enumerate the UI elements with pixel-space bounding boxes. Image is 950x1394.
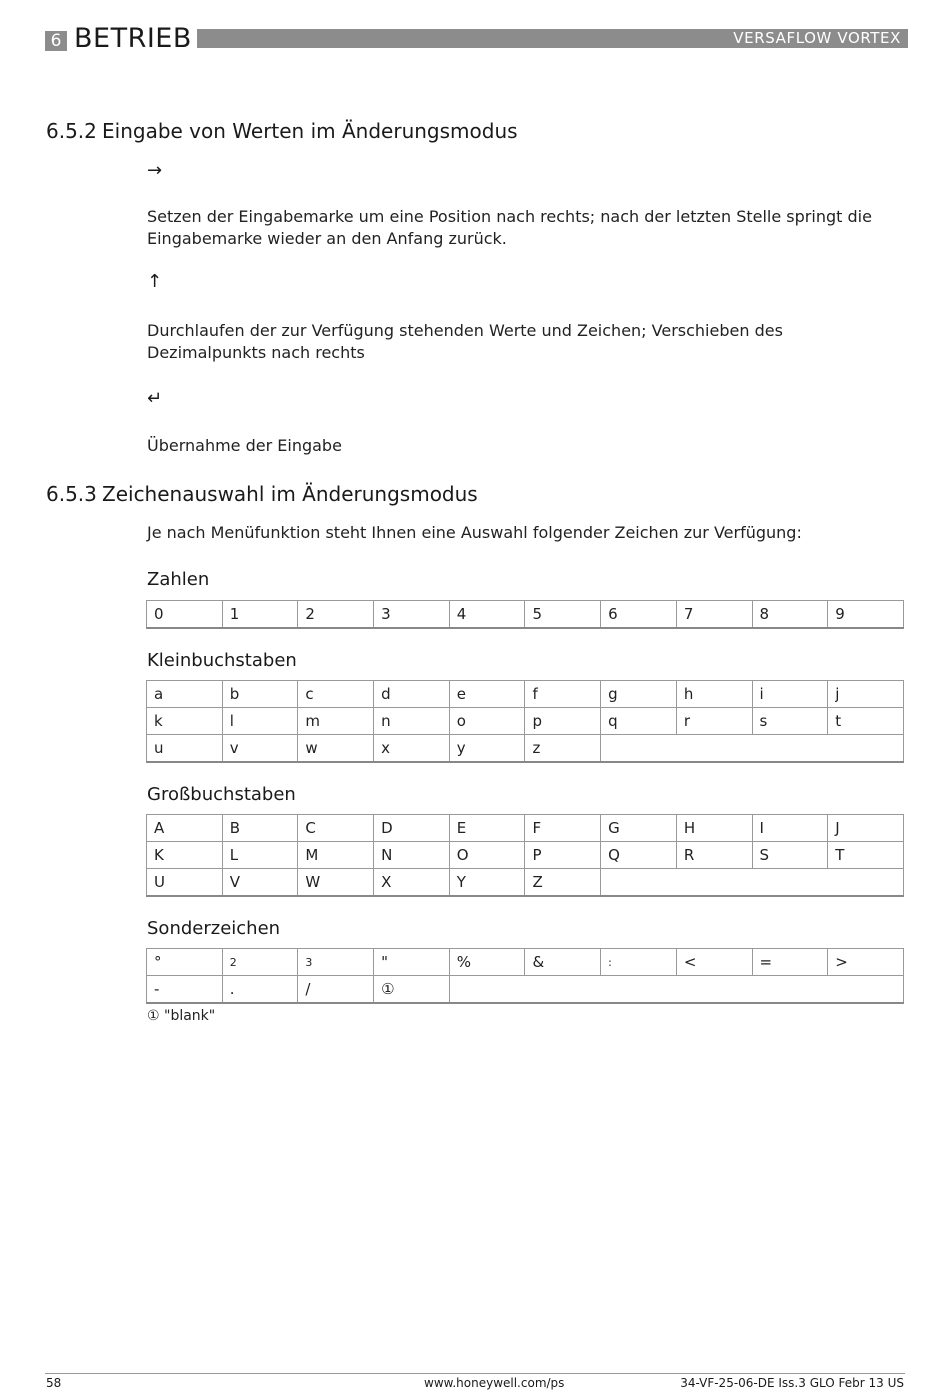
up-arrow-icon: ↑ <box>147 271 163 292</box>
char-cell: N <box>374 842 450 869</box>
char-cell: M <box>298 842 374 869</box>
char-cell: j <box>828 681 904 708</box>
char-cell: z <box>525 735 601 763</box>
char-cell: h <box>676 681 752 708</box>
table-row <box>147 735 904 763</box>
char-cell: D <box>374 815 450 842</box>
char-cell: 2 <box>222 949 298 976</box>
char-cell: A <box>147 815 223 842</box>
char-cell: E <box>449 815 525 842</box>
empty-cell <box>601 869 904 897</box>
char-cell: r <box>676 708 752 735</box>
char-cell: / <box>298 976 374 1004</box>
char-cell: o <box>449 708 525 735</box>
char-cell: 6 <box>601 601 677 629</box>
chapter-number-badge: 6 <box>45 31 67 51</box>
char-cell: X <box>374 869 450 897</box>
char-cell: f <box>525 681 601 708</box>
table-row <box>147 681 904 708</box>
char-cell: k <box>147 708 223 735</box>
section-heading-652 <box>46 118 518 144</box>
table-row <box>147 815 904 842</box>
char-cell: m <box>298 708 374 735</box>
char-cell: B <box>222 815 298 842</box>
enter-icon: ↵ <box>147 388 163 409</box>
char-cell: 0 <box>147 601 223 629</box>
right-arrow-description: Setzen der Eingabemarke um eine Position nach rechts; nach der letzten Stelle springt die Eingabemarke wieder an den Anfang zurück. <box>147 207 872 248</box>
group-title-kleinbuchstaben: Kleinbuchstaben <box>147 650 297 671</box>
footer-url: www.honeywell.com/ps <box>424 1376 565 1390</box>
char-cell: 3 <box>374 601 450 629</box>
char-cell: - <box>147 976 223 1004</box>
table-kleinbuchstaben <box>146 680 904 763</box>
char-cell: a <box>147 681 223 708</box>
chapter-title: BETRIEB <box>74 23 192 54</box>
char-cell: > <box>828 949 904 976</box>
group-title-zahlen: Zahlen <box>147 569 210 590</box>
char-cell: u <box>147 735 223 763</box>
up-arrow-description: Durchlaufen der zur Verfügung stehenden Werte und Zeichen; Verschieben des Dezimalpunkts nach rechts <box>147 321 783 362</box>
char-cell: O <box>449 842 525 869</box>
char-cell: J <box>828 815 904 842</box>
char-cell: y <box>449 735 525 763</box>
table-row <box>147 842 904 869</box>
footer-divider <box>45 1373 905 1374</box>
char-cell: v <box>222 735 298 763</box>
char-cell: 4 <box>449 601 525 629</box>
section-title: Zeichenauswahl im Änderungsmodus <box>102 482 478 506</box>
char-cell: I <box>752 815 828 842</box>
table-row <box>147 976 904 1004</box>
right-arrow-icon: → <box>147 160 163 181</box>
char-cell: n <box>374 708 450 735</box>
char-cell: P <box>525 842 601 869</box>
char-cell: 8 <box>752 601 828 629</box>
char-cell: 3 <box>298 949 374 976</box>
page-number: 58 <box>46 1376 62 1390</box>
char-cell: Z <box>525 869 601 897</box>
table-grossbuchstaben <box>146 814 904 897</box>
enter-description: Übernahme der Eingabe <box>147 436 342 455</box>
table-zahlen <box>146 600 904 629</box>
char-cell: p <box>525 708 601 735</box>
char-cell: F <box>525 815 601 842</box>
char-cell: b <box>222 681 298 708</box>
char-cell: Q <box>601 842 677 869</box>
table-row <box>147 869 904 897</box>
char-cell: H <box>676 815 752 842</box>
section-heading-653 <box>46 481 478 507</box>
section-title: Eingabe von Werten im Änderungsmodus <box>102 119 518 143</box>
char-cell: < <box>676 949 752 976</box>
char-cell: = <box>752 949 828 976</box>
char-cell: 9 <box>828 601 904 629</box>
char-cell: : <box>601 949 677 976</box>
char-cell: q <box>601 708 677 735</box>
table-row <box>147 949 904 976</box>
char-cell: C <box>298 815 374 842</box>
group-title-sonderzeichen: Sonderzeichen <box>147 918 281 939</box>
table-row <box>147 601 904 629</box>
char-cell: L <box>222 842 298 869</box>
char-cell: ° <box>147 949 223 976</box>
group-title-grossbuchstaben: Großbuchstaben <box>147 784 296 805</box>
char-cell: R <box>676 842 752 869</box>
product-name: VERSAFLOW VORTEX <box>733 29 901 47</box>
char-cell: c <box>298 681 374 708</box>
char-cell: i <box>752 681 828 708</box>
char-cell: % <box>449 949 525 976</box>
char-cell: W <box>298 869 374 897</box>
char-cell: G <box>601 815 677 842</box>
section-number: 6.5.2 <box>46 119 97 143</box>
char-cell: 1 <box>222 601 298 629</box>
empty-cell <box>449 976 903 1004</box>
table-sonderzeichen <box>146 948 904 1004</box>
char-cell: U <box>147 869 223 897</box>
char-cell: S <box>752 842 828 869</box>
char-cell: V <box>222 869 298 897</box>
footnote: ① "blank" <box>147 1008 216 1024</box>
char-cell: s <box>752 708 828 735</box>
char-cell: x <box>374 735 450 763</box>
document-reference: 34-VF-25-06-DE Iss.3 GLO Febr 13 US <box>680 1376 904 1390</box>
char-cell: T <box>828 842 904 869</box>
char-cell: K <box>147 842 223 869</box>
char-cell: e <box>449 681 525 708</box>
char-cell: 2 <box>298 601 374 629</box>
char-cell: ① <box>374 976 450 1004</box>
section-intro: Je nach Menüfunktion steht Ihnen eine Auswahl folgender Zeichen zur Verfügung: <box>147 523 802 542</box>
char-cell: " <box>374 949 450 976</box>
char-cell: w <box>298 735 374 763</box>
char-cell: l <box>222 708 298 735</box>
char-cell: g <box>601 681 677 708</box>
char-cell: 7 <box>676 601 752 629</box>
empty-cell <box>601 735 904 763</box>
char-cell: 5 <box>525 601 601 629</box>
char-cell: & <box>525 949 601 976</box>
char-cell: Y <box>449 869 525 897</box>
table-row <box>147 708 904 735</box>
char-cell: d <box>374 681 450 708</box>
char-cell: . <box>222 976 298 1004</box>
section-number: 6.5.3 <box>46 482 97 506</box>
char-cell: t <box>828 708 904 735</box>
